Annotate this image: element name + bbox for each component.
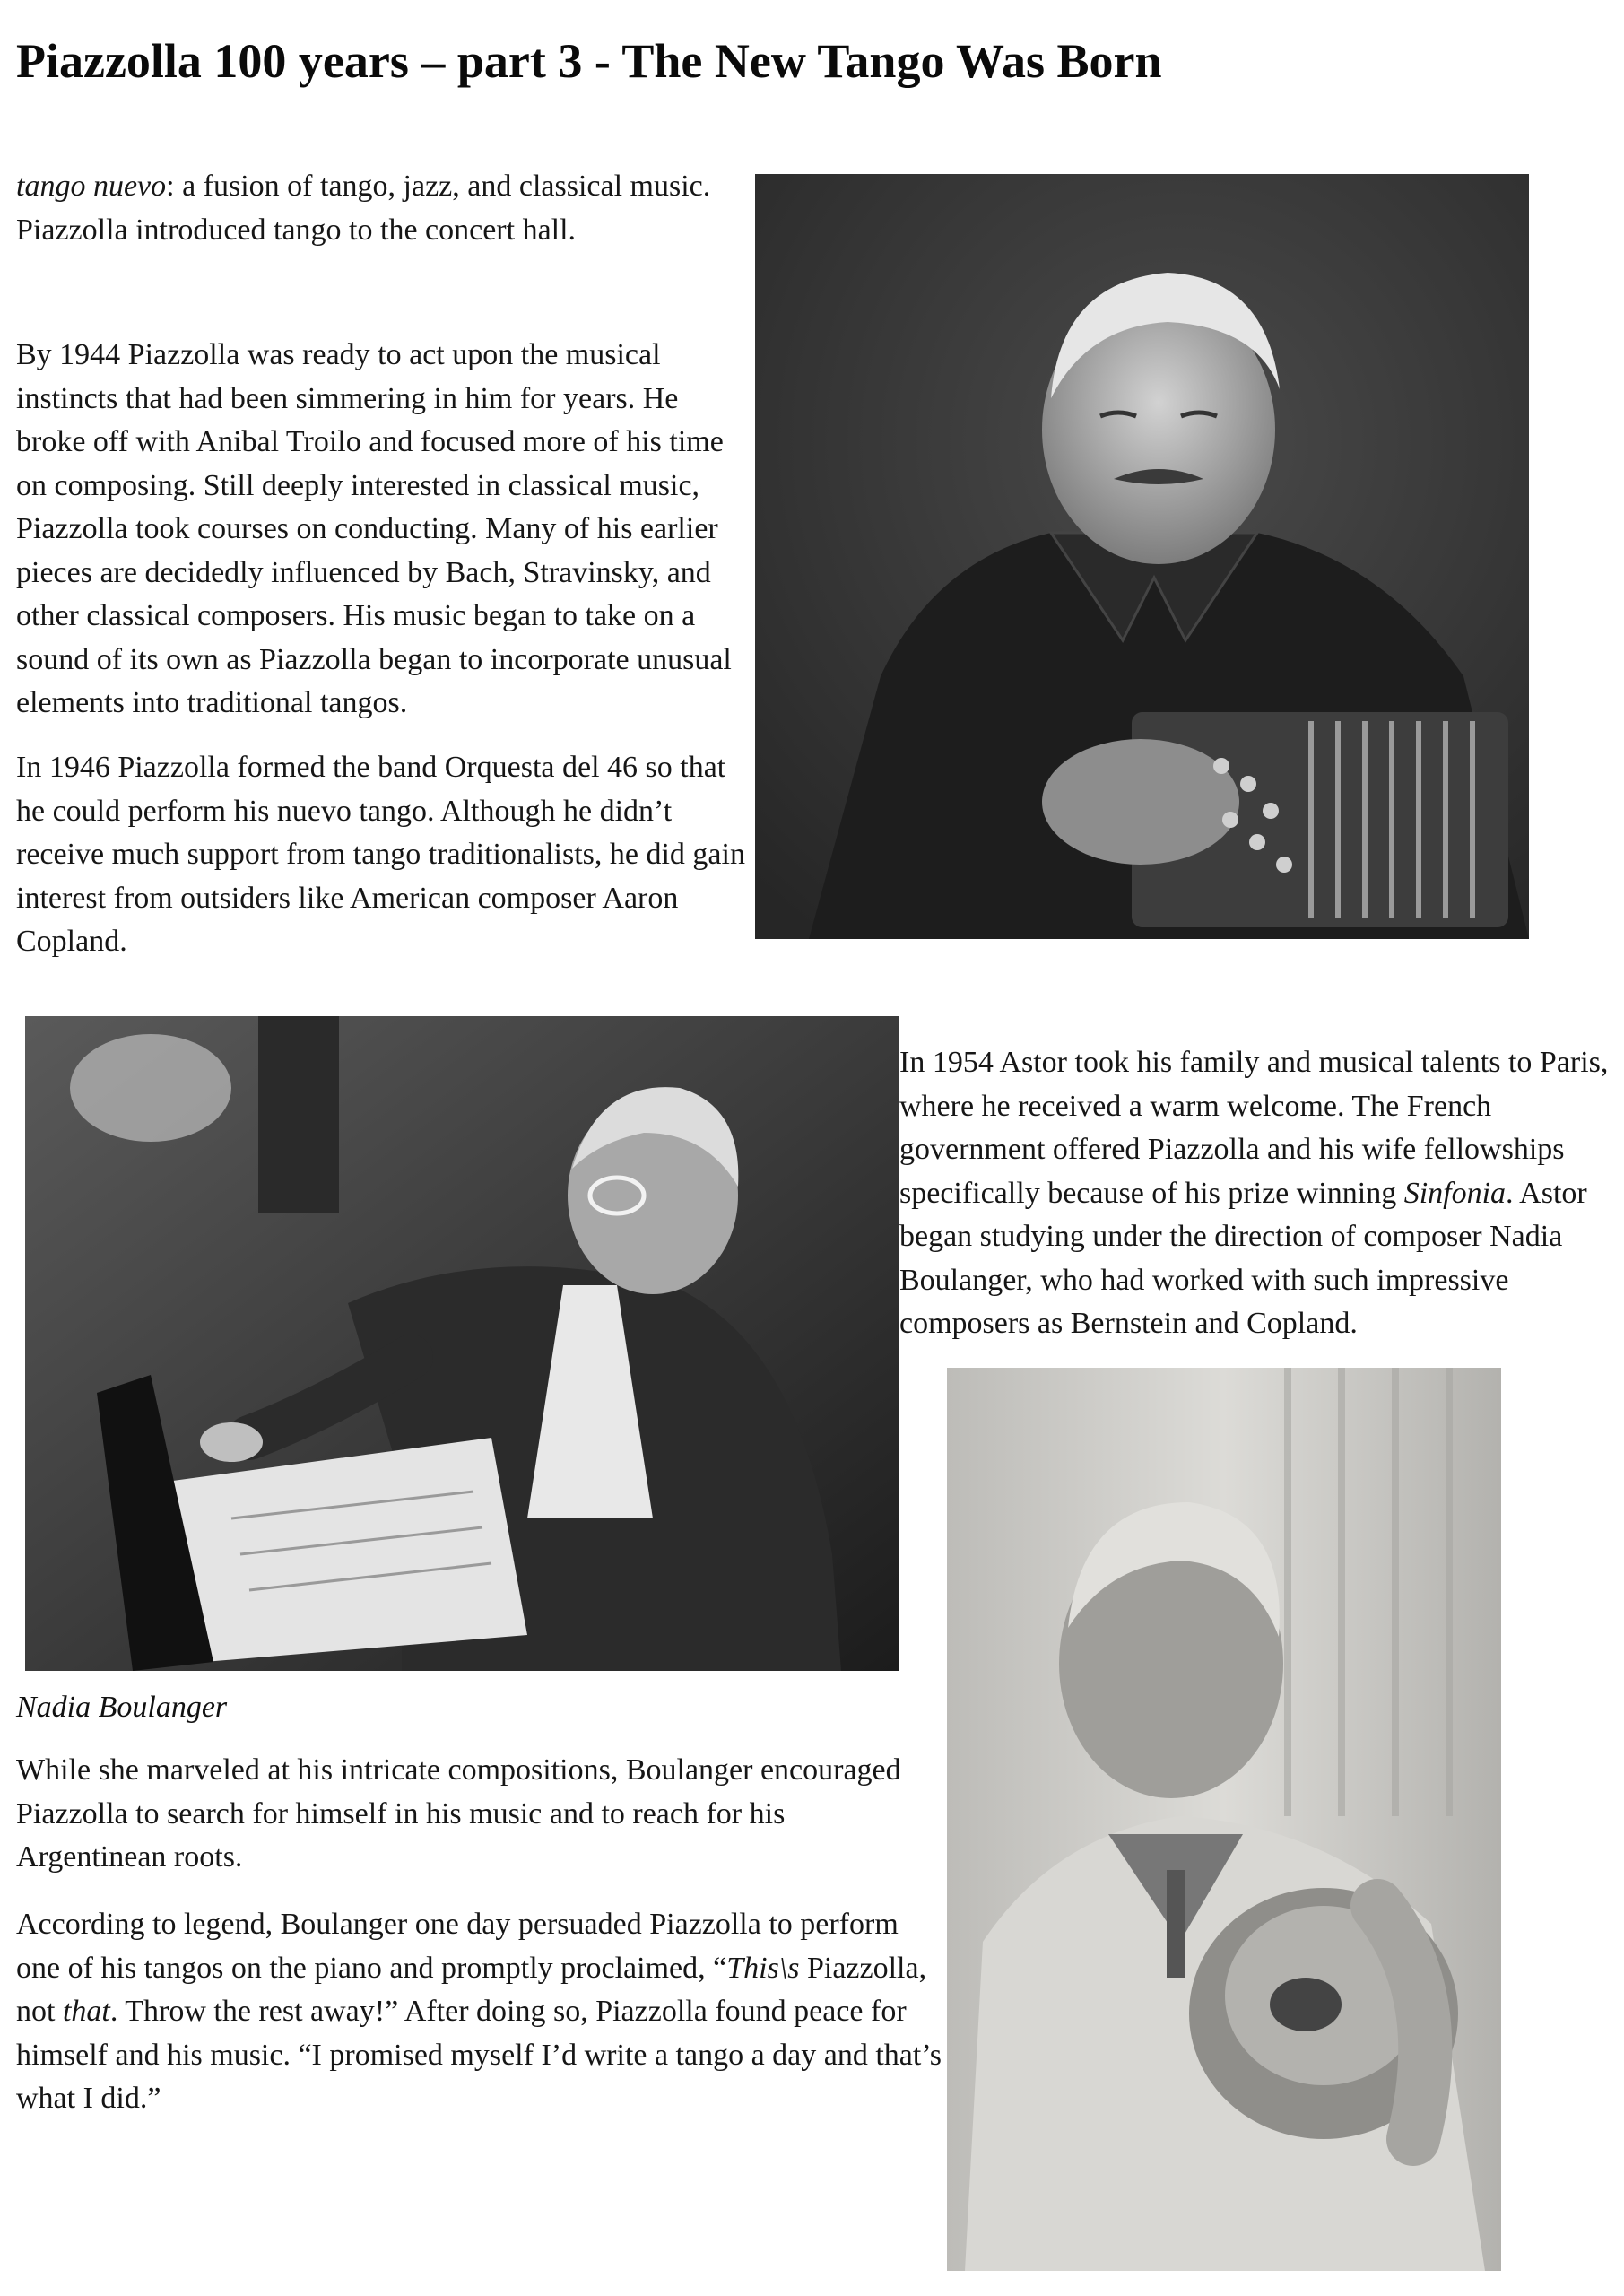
paragraph-1944: By 1944 Piazzolla was ready to act upon the musical instincts that had been simmering in him for years. He broke off with Anibal Troilo and focused more of his time on composing. Still deeply interested in classical music, Piazzolla took courses on conducting. Many of his earlier pieces are decidedly influenced by Bach, Stravinsky, and other classical composers. His music began to take on a sound of its own as Piazzolla began to incorporate unusual elements into traditional tangos.	[16, 338, 732, 719]
intro-paragraph	[16, 165, 734, 252]
paragraph-boulanger: While she marveled at his intricate compositions, Boulanger encouraged Piazzolla to search for himself in his music and to reach for his Argentinean roots.	[16, 1753, 901, 1874]
legend-text-c: . Throw the rest away!” After doing so, Piazzolla found peace for himself and his music. “I promised myself I’d write a tango a day and that’s what I did.”	[16, 1995, 942, 2115]
legend-text-a: According to legend, Boulanger one day persuaded Piazzolla to perform one of his tangos on the piano and promptly proclaimed, “	[16, 1908, 899, 1985]
page-title: Piazzolla 100 years – part 3 - The New Tango Was Born	[16, 34, 1162, 88]
sinfonia-title: Sinfonia	[1403, 1176, 1507, 1210]
paragraph-1954	[899, 1041, 1617, 1346]
legend-emphasis-that: that	[62, 1995, 110, 2028]
paragraph-1946: In 1946 Piazzolla formed the band Orquesta del 46 so that he could perform his nuevo tango. Although he didn’t receive much support from tango traditionalists, he did gain interest from outsiders like American composer Aaron Copland.	[16, 751, 745, 958]
nadia-boulanger-photo	[25, 1016, 899, 1671]
piazzolla-with-dog-photo	[947, 1368, 1501, 2271]
photo-caption: Nadia Boulanger	[16, 1691, 228, 1724]
legend-emphasis-this: This\s	[726, 1951, 800, 1985]
paragraph-1954-text-a: In 1954 Astor took his family and musical talents to Paris, where he received a warm welcome. The French government offered Piazzolla and his wife fellowships specifically because of his prize winning	[899, 1046, 1609, 1210]
piazzolla-bandoneon-photo	[755, 174, 1529, 939]
intro-text: : a fusion of tango, jazz, and classical music. Piazzolla introduced tango to the concert hall.	[16, 170, 711, 247]
legend-text-b: Piazzolla, not	[16, 1951, 927, 2028]
intro-term: tango nuevo	[16, 170, 167, 203]
paragraph-legend	[16, 1903, 949, 2121]
paragraph-1954-text-b: . Astor began studying under the direction of composer Nadia Boulanger, who had worked with such impressive composers as Bernstein and Copland.	[899, 1176, 1587, 1340]
